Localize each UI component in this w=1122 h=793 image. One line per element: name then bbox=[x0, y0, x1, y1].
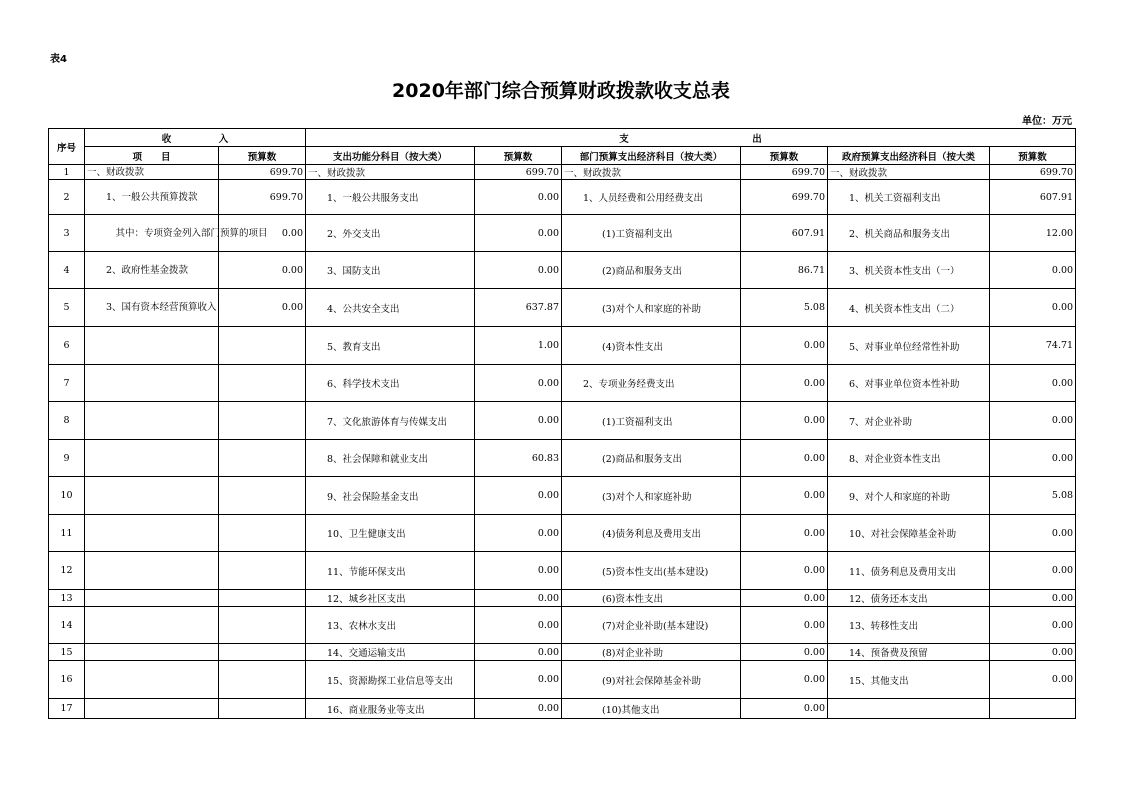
cell-dept-value: 0.00 bbox=[741, 552, 828, 590]
cell-income-value bbox=[219, 661, 306, 699]
cell-func-value: 0.00 bbox=[475, 252, 562, 289]
cell-gov-item: 12、债务还本支出 bbox=[828, 590, 990, 607]
cell-gov-value: 0.00 bbox=[990, 402, 1076, 440]
cell-func-value: 0.00 bbox=[475, 215, 562, 252]
cell-func-value: 0.00 bbox=[475, 515, 562, 552]
cell-func-item: 5、教育支出 bbox=[306, 327, 475, 365]
cell-seq: 15 bbox=[49, 644, 85, 661]
cell-income-value: 699.70 bbox=[219, 165, 306, 180]
cell-gov-item: 8、对企业资本性支出 bbox=[828, 440, 990, 477]
cell-dept-item: (7)对企业补助(基本建设) bbox=[562, 607, 741, 644]
cell-income-value: 699.70 bbox=[219, 180, 306, 215]
header-row-group bbox=[49, 129, 1076, 147]
cell-income-item bbox=[85, 590, 219, 607]
cell-dept-item: (5)资本性支出(基本建设) bbox=[562, 552, 741, 590]
cell-dept-item: 1、人员经费和公用经费支出 bbox=[562, 180, 741, 215]
cell-dept-value: 0.00 bbox=[741, 699, 828, 719]
cell-gov-item: 9、对个人和家庭的补助 bbox=[828, 477, 990, 515]
cell-dept-value: 0.00 bbox=[741, 661, 828, 699]
cell-func-item: 一、财政拨款 bbox=[306, 165, 475, 180]
cell-dept-item: (1)工资福利支出 bbox=[562, 215, 741, 252]
cell-income-item bbox=[85, 552, 219, 590]
cell-dept-item: (3)对个人和家庭的补助 bbox=[562, 289, 741, 327]
cell-dept-item: 一、财政拨款 bbox=[562, 165, 741, 180]
cell-seq: 4 bbox=[49, 252, 85, 289]
cell-gov-value: 12.00 bbox=[990, 215, 1076, 252]
cell-gov-item: 5、对事业单位经常性补助 bbox=[828, 327, 990, 365]
cell-gov-item: 14、预备费及预留 bbox=[828, 644, 990, 661]
cell-income-item: 其中：专项资金列入部门预算的项目 bbox=[85, 215, 219, 252]
cell-func-value: 0.00 bbox=[475, 644, 562, 661]
cell-gov-value: 0.00 bbox=[990, 289, 1076, 327]
cell-income-value bbox=[219, 515, 306, 552]
cell-gov-item: 13、转移性支出 bbox=[828, 607, 990, 644]
cell-gov-value: 699.70 bbox=[990, 165, 1076, 180]
cell-gov-item bbox=[828, 699, 990, 719]
header-expense: 支 出 bbox=[306, 129, 1076, 147]
cell-func-item: 13、农林水支出 bbox=[306, 607, 475, 644]
cell-income-value: 0.00 bbox=[219, 215, 306, 252]
cell-seq: 2 bbox=[49, 180, 85, 215]
cell-dept-item: (10)其他支出 bbox=[562, 699, 741, 719]
table-row bbox=[49, 165, 1076, 180]
cell-dept-item: (1)工资福利支出 bbox=[562, 402, 741, 440]
cell-func-item: 9、社会保险基金支出 bbox=[306, 477, 475, 515]
cell-seq: 1 bbox=[49, 165, 85, 180]
cell-dept-value: 0.00 bbox=[741, 590, 828, 607]
cell-func-item: 6、科学技术支出 bbox=[306, 365, 475, 402]
table-row bbox=[49, 402, 1076, 440]
cell-income-value bbox=[219, 607, 306, 644]
cell-gov-item: 1、机关工资福利支出 bbox=[828, 180, 990, 215]
cell-income-item bbox=[85, 607, 219, 644]
cell-seq: 11 bbox=[49, 515, 85, 552]
cell-seq: 5 bbox=[49, 289, 85, 327]
cell-income-value: 0.00 bbox=[219, 252, 306, 289]
table-body bbox=[49, 165, 1076, 719]
cell-income-value bbox=[219, 552, 306, 590]
cell-func-value: 0.00 bbox=[475, 661, 562, 699]
header-func-budget: 预算数 bbox=[475, 147, 562, 165]
cell-income-item: 1、一般公共预算拨款 bbox=[85, 180, 219, 215]
cell-dept-item: (9)对社会保障基金补助 bbox=[562, 661, 741, 699]
cell-gov-value: 0.00 bbox=[990, 590, 1076, 607]
cell-income-item bbox=[85, 661, 219, 699]
cell-func-item: 12、城乡社区支出 bbox=[306, 590, 475, 607]
table-row bbox=[49, 590, 1076, 607]
header-row-columns bbox=[49, 147, 1076, 165]
cell-seq: 7 bbox=[49, 365, 85, 402]
cell-income-value bbox=[219, 477, 306, 515]
cell-dept-item: (2)商品和服务支出 bbox=[562, 440, 741, 477]
cell-gov-item: 3、机关资本性支出（一） bbox=[828, 252, 990, 289]
cell-gov-item: 7、对企业补助 bbox=[828, 402, 990, 440]
cell-income-item bbox=[85, 515, 219, 552]
cell-func-value: 60.83 bbox=[475, 440, 562, 477]
cell-income-item bbox=[85, 644, 219, 661]
cell-func-value: 637.87 bbox=[475, 289, 562, 327]
cell-func-value: 0.00 bbox=[475, 477, 562, 515]
table-row bbox=[49, 289, 1076, 327]
cell-gov-value: 0.00 bbox=[990, 252, 1076, 289]
cell-gov-value: 0.00 bbox=[990, 607, 1076, 644]
cell-income-item bbox=[85, 440, 219, 477]
cell-func-value: 0.00 bbox=[475, 607, 562, 644]
cell-income-item: 一、财政拨款 bbox=[85, 165, 219, 180]
table-row bbox=[49, 661, 1076, 699]
cell-dept-value: 0.00 bbox=[741, 644, 828, 661]
cell-gov-item: 2、机关商品和服务支出 bbox=[828, 215, 990, 252]
budget-table bbox=[48, 128, 1076, 719]
cell-func-value: 699.70 bbox=[475, 165, 562, 180]
cell-income-value bbox=[219, 699, 306, 719]
cell-dept-item: (2)商品和服务支出 bbox=[562, 252, 741, 289]
header-seq: 序号 bbox=[49, 129, 85, 165]
cell-income-item bbox=[85, 699, 219, 719]
cell-income-value bbox=[219, 402, 306, 440]
header-func-class: 支出功能分科目（按大类） bbox=[306, 147, 475, 165]
cell-dept-value: 0.00 bbox=[741, 327, 828, 365]
table-row bbox=[49, 215, 1076, 252]
cell-seq: 14 bbox=[49, 607, 85, 644]
cell-gov-value: 0.00 bbox=[990, 515, 1076, 552]
header-income-budget: 预算数 bbox=[219, 147, 306, 165]
cell-income-value bbox=[219, 365, 306, 402]
cell-func-item: 11、节能环保支出 bbox=[306, 552, 475, 590]
cell-func-item: 10、卫生健康支出 bbox=[306, 515, 475, 552]
table-row bbox=[49, 644, 1076, 661]
cell-seq: 12 bbox=[49, 552, 85, 590]
cell-gov-item: 10、对社会保障基金补助 bbox=[828, 515, 990, 552]
table-row bbox=[49, 515, 1076, 552]
cell-func-value: 0.00 bbox=[475, 365, 562, 402]
cell-func-value: 0.00 bbox=[475, 402, 562, 440]
table-row bbox=[49, 552, 1076, 590]
cell-dept-value: 0.00 bbox=[741, 365, 828, 402]
table-row bbox=[49, 365, 1076, 402]
cell-gov-item: 一、财政拨款 bbox=[828, 165, 990, 180]
cell-func-item: 1、一般公共服务支出 bbox=[306, 180, 475, 215]
cell-func-item: 16、商业服务业等支出 bbox=[306, 699, 475, 719]
table-row bbox=[49, 327, 1076, 365]
table-row bbox=[49, 607, 1076, 644]
cell-dept-value: 0.00 bbox=[741, 477, 828, 515]
cell-func-item: 15、资源勘探工业信息等支出 bbox=[306, 661, 475, 699]
table-id: 表4 bbox=[50, 54, 67, 65]
cell-dept-item: (3)对个人和家庭补助 bbox=[562, 477, 741, 515]
cell-dept-value: 0.00 bbox=[741, 607, 828, 644]
table-row bbox=[49, 477, 1076, 515]
cell-gov-value: 5.08 bbox=[990, 477, 1076, 515]
header-dept-budget: 预算数 bbox=[741, 147, 828, 165]
cell-gov-item: 6、对事业单位资本性补助 bbox=[828, 365, 990, 402]
cell-dept-value: 0.00 bbox=[741, 402, 828, 440]
cell-income-value: 0.00 bbox=[219, 289, 306, 327]
cell-func-item: 2、外交支出 bbox=[306, 215, 475, 252]
cell-seq: 6 bbox=[49, 327, 85, 365]
cell-dept-value: 699.70 bbox=[741, 165, 828, 180]
cell-gov-value: 0.00 bbox=[990, 644, 1076, 661]
cell-income-item bbox=[85, 327, 219, 365]
cell-func-value: 0.00 bbox=[475, 699, 562, 719]
cell-gov-value bbox=[990, 699, 1076, 719]
cell-dept-value: 607.91 bbox=[741, 215, 828, 252]
cell-gov-item: 15、其他支出 bbox=[828, 661, 990, 699]
table-row bbox=[49, 699, 1076, 719]
cell-dept-value: 0.00 bbox=[741, 515, 828, 552]
table-row bbox=[49, 440, 1076, 477]
cell-dept-value: 5.08 bbox=[741, 289, 828, 327]
header-gov-econ: 政府预算支出经济科目（按大类 bbox=[828, 147, 990, 165]
header-item: 项 目 bbox=[85, 147, 219, 165]
cell-income-item bbox=[85, 477, 219, 515]
cell-gov-value: 74.71 bbox=[990, 327, 1076, 365]
cell-dept-value: 86.71 bbox=[741, 252, 828, 289]
table-row bbox=[49, 180, 1076, 215]
cell-dept-value: 699.70 bbox=[741, 180, 828, 215]
cell-income-value bbox=[219, 590, 306, 607]
cell-seq: 3 bbox=[49, 215, 85, 252]
cell-func-item: 8、社会保障和就业支出 bbox=[306, 440, 475, 477]
page-title: 2020年部门综合预算财政拨款收支总表 bbox=[392, 80, 730, 102]
cell-income-value bbox=[219, 644, 306, 661]
cell-dept-item: (8)对企业补助 bbox=[562, 644, 741, 661]
cell-func-item: 4、公共安全支出 bbox=[306, 289, 475, 327]
cell-gov-value: 607.91 bbox=[990, 180, 1076, 215]
cell-gov-item: 4、机关资本性支出（二） bbox=[828, 289, 990, 327]
cell-dept-item: (4)债务利息及费用支出 bbox=[562, 515, 741, 552]
cell-func-value: 1.00 bbox=[475, 327, 562, 365]
cell-income-item: 3、国有资本经营预算收入 bbox=[85, 289, 219, 327]
cell-seq: 10 bbox=[49, 477, 85, 515]
cell-income-value bbox=[219, 440, 306, 477]
cell-seq: 16 bbox=[49, 661, 85, 699]
cell-income-item: 2、政府性基金拨款 bbox=[85, 252, 219, 289]
cell-seq: 13 bbox=[49, 590, 85, 607]
cell-income-item bbox=[85, 365, 219, 402]
cell-func-item: 3、国防支出 bbox=[306, 252, 475, 289]
table-row bbox=[49, 252, 1076, 289]
header-gov-budget: 预算数 bbox=[990, 147, 1076, 165]
cell-gov-value: 0.00 bbox=[990, 661, 1076, 699]
cell-gov-value: 0.00 bbox=[990, 440, 1076, 477]
cell-seq: 8 bbox=[49, 402, 85, 440]
cell-income-item bbox=[85, 402, 219, 440]
cell-func-value: 0.00 bbox=[475, 552, 562, 590]
cell-seq: 9 bbox=[49, 440, 85, 477]
cell-func-value: 0.00 bbox=[475, 180, 562, 215]
cell-dept-item: (6)资本性支出 bbox=[562, 590, 741, 607]
cell-func-value: 0.00 bbox=[475, 590, 562, 607]
cell-income-value bbox=[219, 327, 306, 365]
header-income: 收 入 bbox=[85, 129, 306, 147]
cell-seq: 17 bbox=[49, 699, 85, 719]
cell-gov-item: 11、债务利息及费用支出 bbox=[828, 552, 990, 590]
cell-func-item: 7、文化旅游体育与传媒支出 bbox=[306, 402, 475, 440]
cell-dept-item: 2、专项业务经费支出 bbox=[562, 365, 741, 402]
cell-gov-value: 0.00 bbox=[990, 552, 1076, 590]
cell-gov-value: 0.00 bbox=[990, 365, 1076, 402]
unit-label: 单位：万元 bbox=[1022, 116, 1072, 127]
cell-dept-value: 0.00 bbox=[741, 440, 828, 477]
header-dept-econ: 部门预算支出经济科目（按大类） bbox=[562, 147, 741, 165]
cell-dept-item: (4)资本性支出 bbox=[562, 327, 741, 365]
cell-func-item: 14、交通运输支出 bbox=[306, 644, 475, 661]
